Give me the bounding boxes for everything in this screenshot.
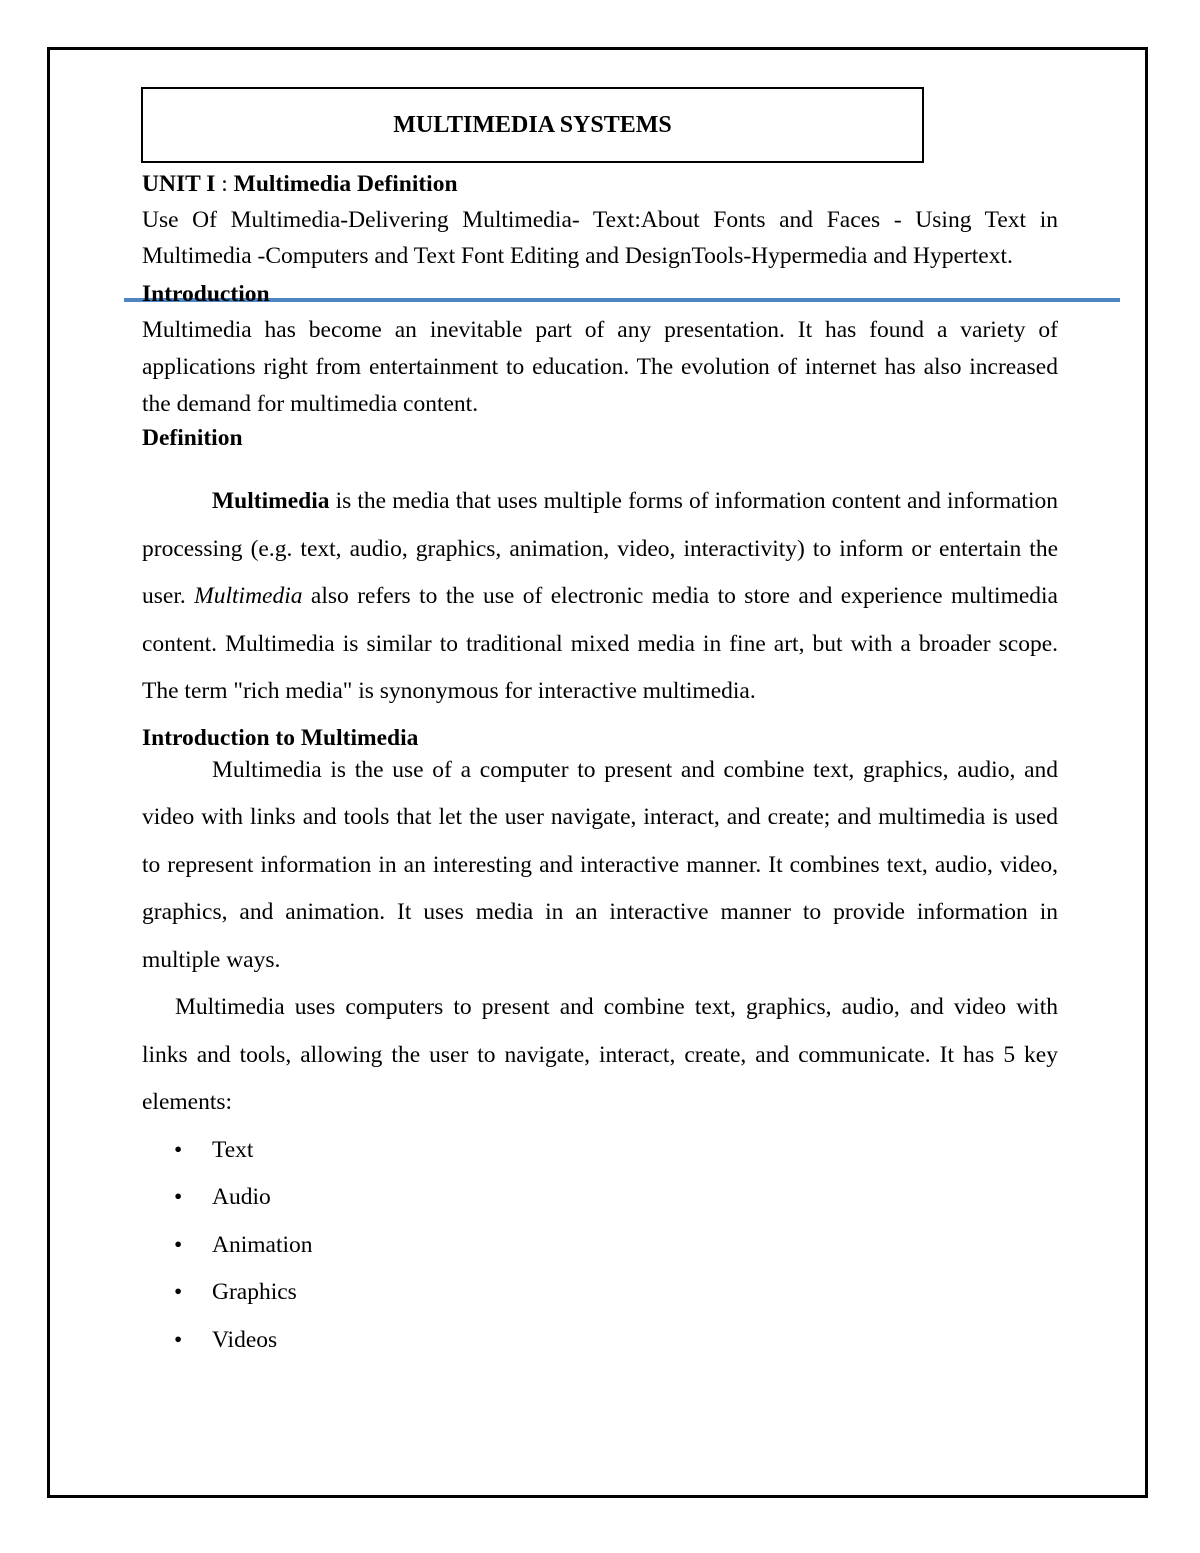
bullet-icon: • (174, 1231, 183, 1258)
list-item (142, 1317, 1058, 1365)
unit-topic: Multimedia Definition (233, 171, 458, 197)
bullet-icon: • (174, 1184, 183, 1210)
list-item-label: Videos (212, 1326, 278, 1353)
definition-heading: Definition (142, 425, 243, 451)
key-elements-list (142, 1127, 1058, 1365)
definition-text-part2: also refers to the use of electronic media to store and experience multimedia content. Multimedia is similar to traditional mixed media in fine art, but with a broader scope. The term "rich media" is synonymous for interactive multimedia. (142, 583, 1058, 704)
bullet-icon: • (174, 1326, 183, 1353)
list-item-label: Graphics (212, 1279, 297, 1305)
definition-paragraph (142, 478, 1058, 716)
list-item (142, 1127, 1058, 1175)
bullet-icon: • (174, 1279, 183, 1305)
intro-to-multimedia-paragraph-1: Multimedia is the use of a computer to present and combine text, graphics, audio, and video with links and tools that let the user navigate, interact, and create; and multimedia is used to represent information in an interesting and interactive manner. It combines text, audio, video, graphics, and animation. It uses media in an interactive manner to provide information in multiple ways. (142, 756, 1058, 973)
unit-label: UNIT I (142, 171, 216, 197)
unit-heading (142, 166, 1058, 202)
syllabus-text: Use Of Multimedia-Delivering Multimedia- Text:About Fonts and Faces - Using Text in Multimedia -Computers and Text Font Editing and DesignTools-Hypermedia and Hypertext. (142, 207, 1058, 269)
intro-to-multimedia-paragraph-2: Multimedia uses computers to present and combine text, graphics, audio, and video with links and tools, allowing the user to navigate, interact, create, and communicate. It has 5 key elements: (142, 994, 1058, 1115)
list-item (142, 1269, 1058, 1317)
definition-term-italic: Multimedia (194, 583, 303, 609)
document-content (142, 166, 1058, 1364)
introduction-heading: Introduction (142, 281, 270, 307)
list-item (142, 1222, 1058, 1270)
intro-to-multimedia-heading: Introduction to Multimedia (142, 724, 419, 751)
bullet-icon: • (174, 1136, 183, 1163)
list-item-label: Audio (212, 1184, 271, 1210)
definition-text-part1: is the media that uses multiple forms of information content and information processing (e.g. text, audio, graphics, animation, video, interactivity) to inform or entertain the user. (142, 488, 1058, 609)
introduction-text: Multimedia has become an inevitable part of any presentation. It has found a variety of applications right from entertainment to education. The evolution of internet has also increased the demand for multimedia content. (142, 317, 1058, 417)
definition-term: Multimedia (212, 488, 330, 514)
list-item-label: Text (212, 1136, 254, 1163)
list-item-label: Animation (212, 1231, 313, 1258)
document-title-box (141, 87, 924, 163)
list-item (142, 1174, 1058, 1222)
document-title: MULTIMEDIA SYSTEMS (393, 111, 672, 138)
unit-separator: : (215, 171, 234, 197)
